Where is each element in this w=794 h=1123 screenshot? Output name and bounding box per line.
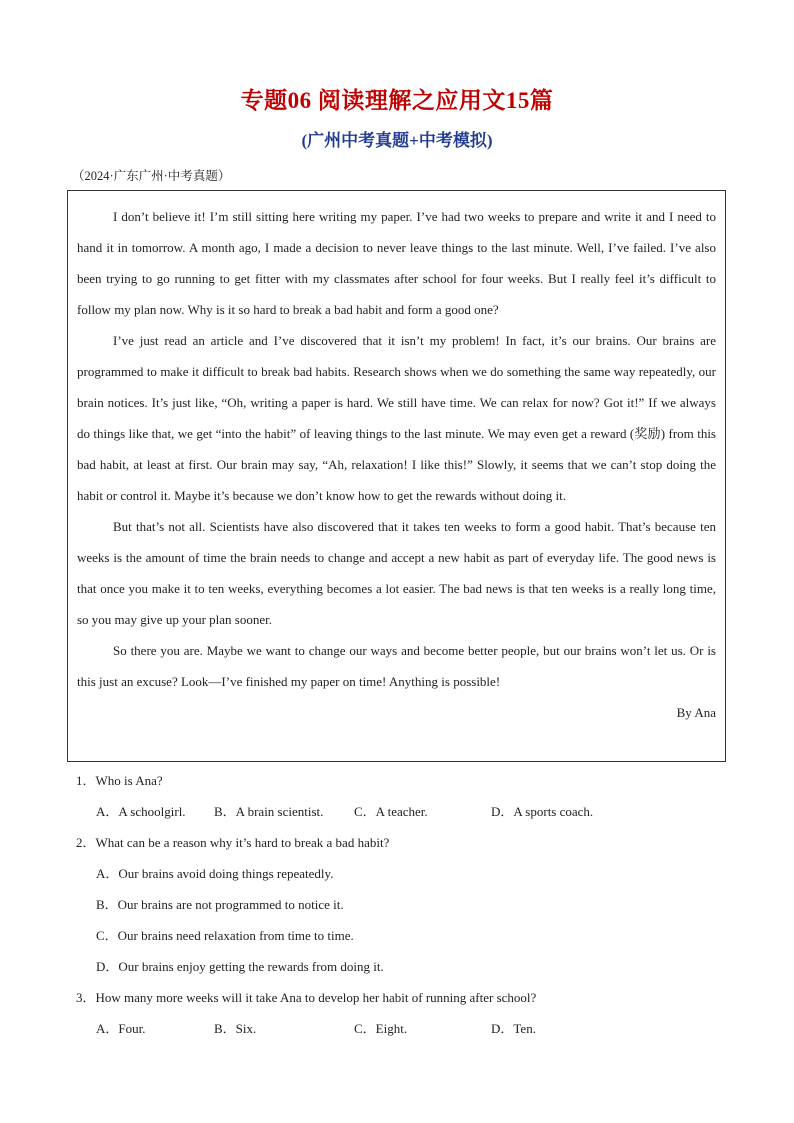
passage-paragraph: So there you are. Maybe we want to change our ways and become better people, but our brains won’t let us. Or is this just an excuse? Look—I’ve finished my paper on time! Anything is possible! <box>77 643 716 689</box>
question-stem: 1．Who is Ana? <box>76 773 163 788</box>
option-d[interactable]: D．Ten. <box>491 1021 536 1036</box>
option-c[interactable]: C．Our brains need relaxation from time to time. <box>96 928 354 943</box>
passage-paragraph: I don’t believe it! I’m still sitting here writing my paper. I’ve had two weeks to prepare and write it and I need to hand it in tomorrow. A month ago, I made a decision to never leave things to the last minute. Well, I’ve failed. I’ve also been trying to go running to get fitter with my classmates after school for four weeks. But I really feel it’s difficult to follow my plan now. Why is it so hard to break a bad habit and form a good one? <box>77 209 716 317</box>
passage-signature: By Ana <box>676 705 716 720</box>
page-subtitle: (广州中考真题+中考模拟) <box>301 131 493 150</box>
passage-paragraph: But that’s not all. Scientists have also discovered that it takes ten weeks to form a good habit. That’s because ten weeks is the amount of time the brain needs to change and accept a new habit as part of everyday life. The good news is that once you make it to ten weeks, everything becomes a lot easier. The bad news is that ten weeks is a really long time, so you may give up your plan sooner. <box>77 519 716 627</box>
option-a[interactable]: A．Our brains avoid doing things repeatedly. <box>96 866 334 881</box>
source-label: （2024·广东广州·中考真题） <box>72 169 231 183</box>
option-c[interactable]: C．A teacher. <box>354 804 428 819</box>
option-b[interactable]: B．A brain scientist. <box>214 804 324 819</box>
option-row <box>76 1013 726 1044</box>
option-d[interactable]: D．Our brains enjoy getting the rewards from doing it. <box>96 959 384 974</box>
passage-box <box>67 190 726 762</box>
question-stem: 2．What can be a reason why it’s hard to break a bad habit? <box>76 835 390 850</box>
page-title: 专题06 阅读理解之应用文15篇 <box>240 88 554 113</box>
passage-paragraph: I’ve just read an article and I’ve discovered that it isn’t my problem! In fact, it’s our brains. Our brains are programmed to make it difficult to break bad habits. Research shows when we do something the same way repeatedly, our brain notices. It’s just like, “Oh, writing a paper is hard. We still have time. We can relax for now? Got it!” If we always do things like that, we get “into the habit” of leaving things to the last minute. We may even get a reward (奖励) from this bad habit, at least at first. Our brain may say, “Ah, relaxation! I like this!” Slowly, it seems that we can’t stop doing the habit or control it. Maybe it’s because we don’t know how to get the rewards without doing it. <box>77 333 716 503</box>
option-d[interactable]: D．A sports coach. <box>491 804 594 819</box>
option-row <box>76 796 726 827</box>
option-c[interactable]: C．Eight. <box>354 1021 408 1036</box>
option-a[interactable]: A．A schoolgirl. <box>96 804 186 819</box>
question-list <box>76 765 726 1044</box>
option-b[interactable]: B．Our brains are not programmed to notice it. <box>96 897 344 912</box>
option-b[interactable]: B．Six. <box>214 1021 257 1036</box>
option-a[interactable]: A．Four. <box>96 1021 146 1036</box>
question-stem: 3．How many more weeks will it take Ana to develop her habit of running after school? <box>76 990 537 1005</box>
